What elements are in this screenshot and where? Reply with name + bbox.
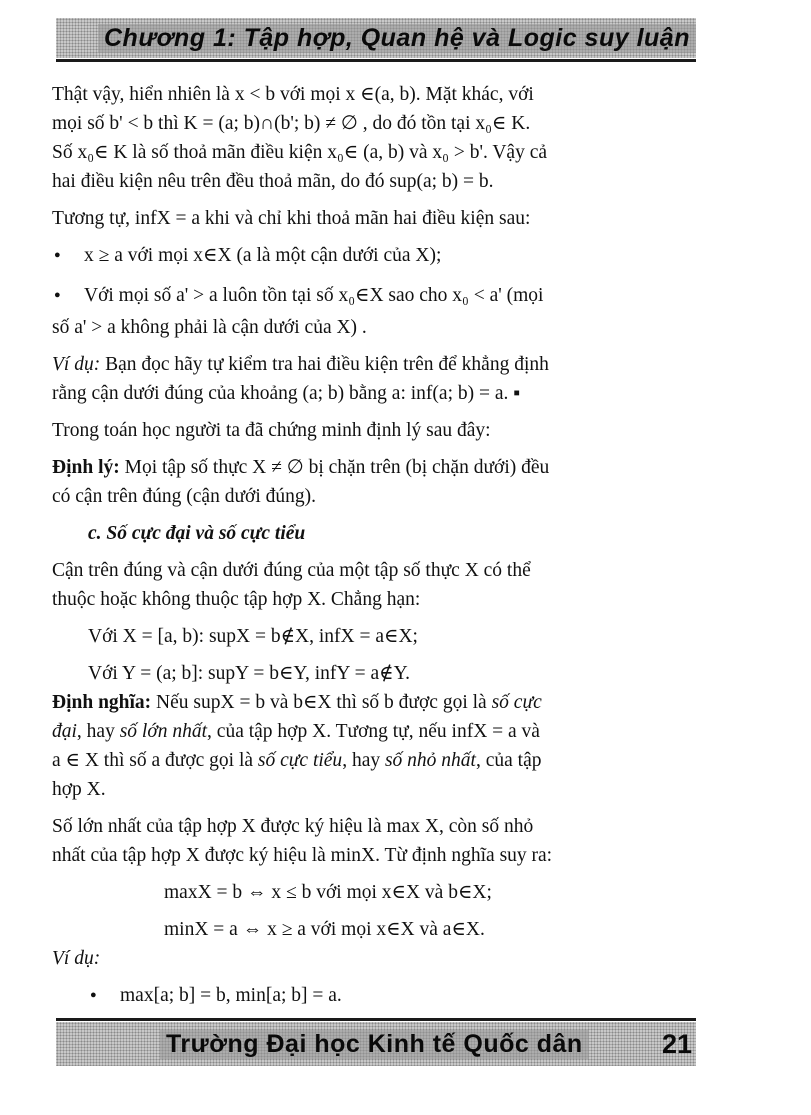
page-body — [52, 80, 700, 1013]
definition-line: Định nghĩa: Nếu supX = b và b∈X thì số b được gọi là số cực — [52, 692, 542, 713]
paragraph-line: thuộc hoặc không thuộc tập hợp X. Chẳng hạn: — [52, 589, 421, 610]
paragraph-line: Trong toán học người ta đã chứng minh định lý sau đây: — [52, 420, 491, 441]
paragraph-line: hai điều kiện nêu trên đều thoả mãn, do đó sup(a; b) = b. — [52, 171, 494, 192]
definition-label: Định nghĩa: — [52, 692, 152, 713]
header-rule — [56, 59, 696, 62]
formula-max: maxX = b ⇔ x ≤ b với mọi x∈X và b∈X; — [164, 882, 492, 903]
bullet-item: ● max[a; b] = b, min[a; b] = a. — [52, 981, 700, 1013]
footer-rule — [56, 1018, 696, 1021]
formula-min: minX = a ⇔ x ≥ a với mọi x∈X và a∈X. — [164, 919, 485, 940]
paragraph-line: Số lớn nhất của tập hợp X được ký hiệu là max X, còn số nhỏ — [52, 816, 534, 837]
paragraph-line: Tương tự, infX = a khi và chỉ khi thoả mãn hai điều kiện sau: — [52, 208, 531, 229]
example-label-line: Ví dụ: — [52, 948, 101, 969]
bullet-item: ● x ≥ a với mọi x∈X (a là một cận dưới của X); — [52, 241, 700, 273]
example-x: Với X = [a, b): supX = b∉X, infX = a∈X; — [88, 626, 418, 647]
footer-banner — [56, 1022, 696, 1066]
definition-line: đại, hay số lớn nhất, của tập hợp X. Tương tự, nếu infX = a và — [52, 721, 540, 742]
paragraph-line: số a' > a không phải là cận dưới của X) . — [52, 317, 367, 338]
theorem-line: Định lý: Mọi tập số thực X ≠ ∅ bị chặn trên (bị chặn dưới) đều — [52, 457, 550, 478]
theorem-label: Định lý: — [52, 457, 120, 478]
school-name: Trường Đại học Kinh tế Quốc dân — [160, 1022, 589, 1066]
page-number: 21 — [661, 1028, 692, 1059]
chapter-header-banner — [56, 18, 696, 58]
theorem-line: có cận trên đúng (cận dưới đúng). — [52, 486, 317, 507]
example-line: Ví dụ: Bạn đọc hãy tự kiểm tra hai điều kiện trên để khẳng định — [52, 354, 549, 375]
definition-line: a ∈ X thì số a được gọi là số cực tiểu, hay số nhỏ nhất, của tập — [52, 750, 542, 771]
example-line: rằng cận dưới đúng của khoảng (a; b) bằng a: inf(a; b) = a. ▪ — [52, 383, 521, 404]
definition-line: hợp X. — [52, 779, 106, 800]
bullet-item: ● Với mọi số a' > a luôn tồn tại số x₀∈X sao cho x₀ < a' (mọi — [52, 281, 700, 313]
chapter-title: Chương 1: Tập hợp, Quan hệ và Logic suy luận — [98, 18, 696, 58]
section-heading: c. Số cực đại và số cực tiểu — [88, 523, 306, 544]
example-y: Với Y = (a; b]: supY = b∈Y, infY = a∉Y. — [88, 663, 411, 684]
paragraph-line: Cận trên đúng và cận dưới đúng của một tập số thực X có thể — [52, 560, 531, 581]
paragraph-line: mọi số b' < b thì K = (a; b)∩(b'; b) ≠ ∅ , do đó tồn tại x₀∈ K. — [52, 113, 531, 134]
paragraph-line: Số x₀∈ K là số thoả mãn điều kiện x₀∈ (a, b) và x₀ > b'. Vậy cả — [52, 142, 548, 163]
paragraph-line: nhất của tập hợp X được ký hiệu là minX. Từ định nghĩa suy ra: — [52, 845, 553, 866]
paragraph-line: Thật vậy, hiển nhiên là x < b với mọi x ∈(a, b). Mặt khác, với — [52, 84, 534, 105]
example-label: Ví dụ: — [52, 354, 101, 375]
